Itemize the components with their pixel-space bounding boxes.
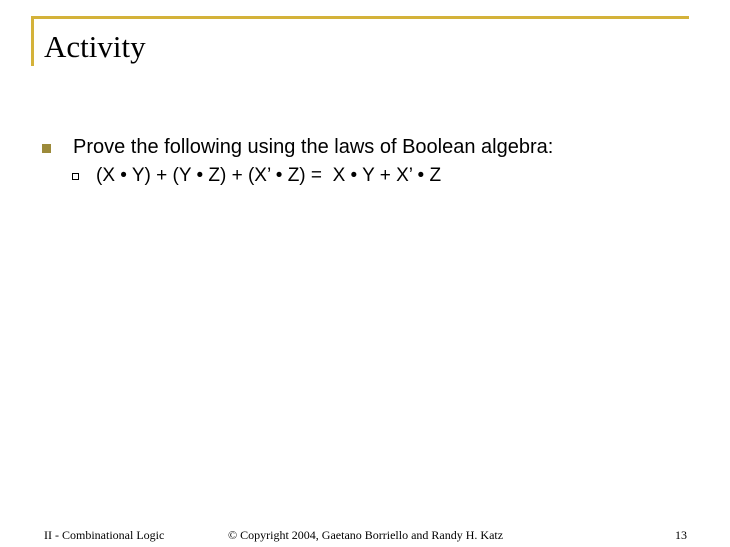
hollow-square-bullet-icon (72, 173, 79, 180)
title-frame-top-line (31, 16, 689, 19)
footer-page-number: 13 (675, 528, 687, 542)
square-bullet-icon (42, 144, 51, 153)
title-frame-left-bar (31, 16, 34, 66)
bullet-text: Prove the following using the laws of Boolean algebra: (73, 136, 554, 158)
footer-course-section: II - Combinational Logic (44, 528, 165, 542)
slide-title: Activity (44, 29, 146, 64)
sub-bullet-equation: (X • Y) + (Y • Z) + (X’ • Z) = X • Y + X’ • Z (96, 165, 442, 186)
footer-copyright: © Copyright 2004, Gaetano Borriello and Randy H. Katz (228, 528, 504, 542)
